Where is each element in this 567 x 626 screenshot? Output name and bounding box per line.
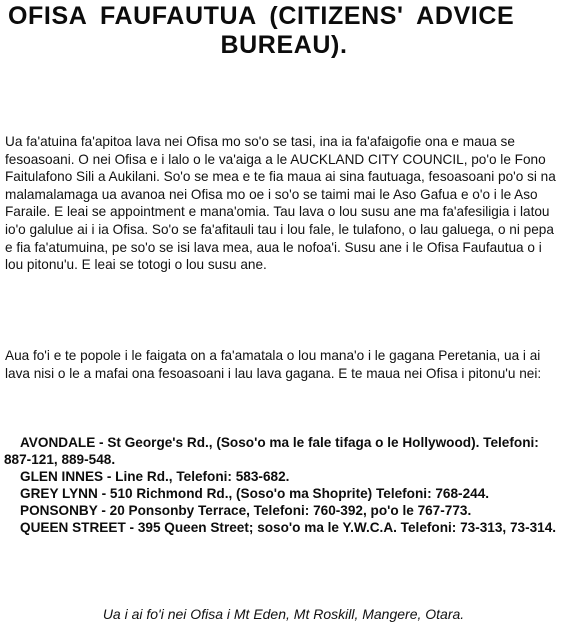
language-paragraph: Aua fo'i e te popole i le faigata on a fa'amatala o lou mana'o i le gagana Peretania, ua i ai lava nisi o le a mafai ona fesoasoani i lau lava gagana. E te maua nei Ofisa i pitonu'u nei:	[5, 348, 542, 381]
office-entry-grey-lynn	[4, 485, 562, 502]
office-entry-text: GLEN INNES - Line Rd., Telefoni: 583-682.	[20, 469, 290, 484]
office-list	[4, 434, 562, 536]
title-line-2: BUREAU).	[220, 31, 348, 59]
office-entry-text: AVONDALE - St George's Rd., (Soso'o ma le fale tifaga o le Hollywood). Telefoni: 887-121, 889-548.	[4, 435, 539, 467]
office-entry-ponsonby	[4, 502, 562, 519]
footer-note: Ua i ai fo'i nei Ofisa i Mt Eden, Mt Roskill, Mangere, Otara.	[102, 606, 465, 622]
office-entry-glen-innes	[4, 468, 562, 485]
office-entry-text: GREY LYNN - 510 Richmond Rd., (Soso'o ma Shoprite) Telefoni: 768-244.	[20, 486, 490, 501]
office-entry-avondale	[4, 434, 562, 468]
document-title	[6, 2, 562, 60]
title-line-1: OFISA FAUFAUTUA (CITIZENS' ADVICE	[8, 2, 515, 30]
office-entry-text: PONSONBY - 20 Ponsonby Terrace, Telefoni: 760-392, po'o le 767-773.	[20, 503, 472, 518]
office-entry-text: QUEEN STREET - 395 Queen Street; soso'o ma le Y.W.C.A. Telefoni: 73-313, 73-314.	[20, 520, 557, 535]
office-entry-queen-street	[4, 519, 562, 536]
intro-paragraph: Ua fa'atuina fa'apitoa lava nei Ofisa mo so'o se tasi, ina ia fa'afaigofie ona e maua se fesoasoani. O nei Ofisa e i lalo o le va'aiga a le AUCKLAND CITY COUNCIL, po'o le Fono Faitulafono Sili a Aukilani. So'o se mea e te fia maua ai sina fautuaga, fesoasoani po'o si na malamalamaga ua avanoa nei Ofisa mo oe i so'o se taimi mai le Aso Gafua e o'o i le Aso Faraile. E leai se appointment e mana'omia. Tau lava o lou susu ane ma fa'afesiligia i latou io'o galulue ai i ia Ofisa. So'o se fa'afitauli tau i lou fale, le tulafono, o lau galuega, o ni pepa e fia fa'atumuina, pe so'o se isi lava mea, aua le nofoa'i. Susu ane i le Ofisa Faufautua o i lou pitonu'u. E leai se totogi o lou susu ane.	[5, 134, 556, 273]
